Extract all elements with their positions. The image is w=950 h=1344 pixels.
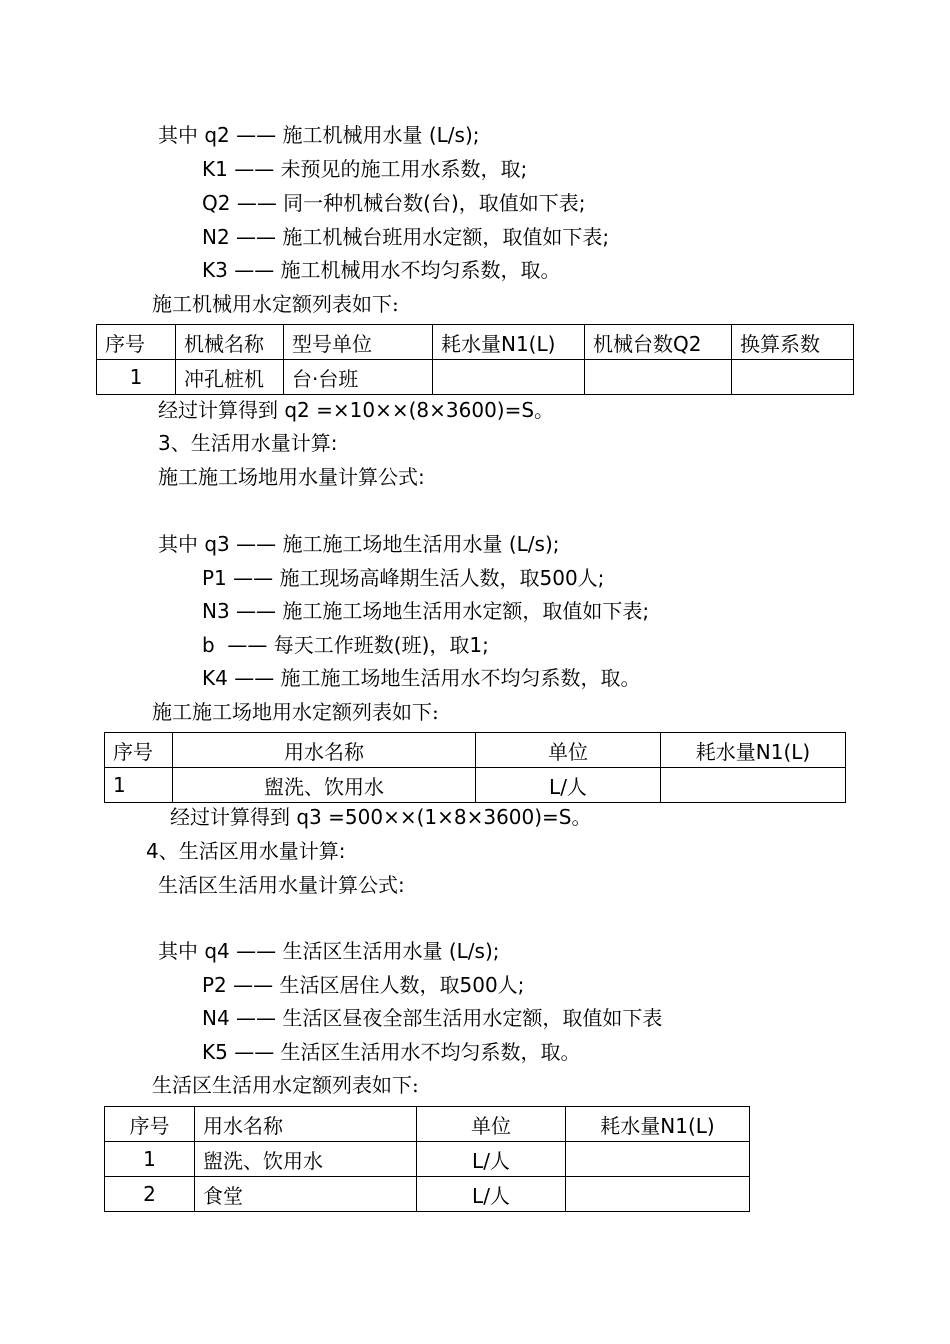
table-header-cell: 耗水量N1(L) [566,1107,750,1142]
section-heading: 4、生活区用水量计算: [146,839,346,863]
table-cell [433,360,585,395]
table-cell: 1 [105,1142,195,1177]
table-cell: 1 [97,360,176,395]
table-header-cell: 换算系数 [732,325,854,360]
definition-line: K1 —— 未预见的施工用水系数，取; [202,157,528,181]
table-header-cell: 用水名称 [173,733,476,768]
table-cell [732,360,854,395]
definition-line: K5 —— 生活区生活用水不均匀系数，取。 [202,1040,581,1064]
table-header-cell: 耗水量N1(L) [433,325,585,360]
living-water-table [104,1106,750,1212]
definition-line: b —— 每天工作班数(班)，取1; [202,633,489,657]
definition-line: Q2 —— 同一种机械台数(台)，取值如下表; [202,191,586,215]
table-cell: L/人 [476,768,661,803]
table-row [97,360,854,395]
table-row [105,768,846,803]
table-cell: L/人 [417,1142,566,1177]
table-cell: 台·台班 [284,360,433,395]
section-heading: 3、生活用水量计算: [158,431,338,455]
table-header-cell: 用水名称 [195,1107,417,1142]
definition-line: K3 —— 施工机械用水不均匀系数，取。 [202,258,561,282]
table-cell: 冲孔桩机 [176,360,284,395]
formula-label: 施工施工场地用水量计算公式: [158,465,425,489]
table-cell [661,768,846,803]
definition-line: 其中 q4 —— 生活区生活用水量 (L/s); [158,939,500,963]
table-header-cell: 型号单位 [284,325,433,360]
table-caption: 施工机械用水定额列表如下: [152,292,399,316]
table-row [105,1177,750,1212]
table-header-cell: 序号 [105,1107,195,1142]
table-cell [566,1142,750,1177]
table-header-row [97,325,854,360]
definition-line: K4 —— 施工施工场地生活用水不均匀系数，取。 [202,666,641,690]
table-cell: 1 [105,768,173,803]
table-header-cell: 序号 [97,325,176,360]
table-cell: 2 [105,1177,195,1212]
site-water-table [104,732,846,803]
table-row [105,1142,750,1177]
definition-line: P2 —— 生活区居住人数，取500人; [202,973,525,997]
definition-line: N3 —— 施工施工场地生活用水定额，取值如下表; [202,599,650,623]
table-cell: 食堂 [195,1177,417,1212]
table-cell: 盥洗、饮用水 [195,1142,417,1177]
table-header-cell: 序号 [105,733,173,768]
definition-line: 其中 q3 —— 施工施工场地生活用水量 (L/s); [158,532,560,556]
table-header-row [105,733,846,768]
table-header-cell: 单位 [417,1107,566,1142]
definition-line: P1 —— 施工现场高峰期生活人数，取500人; [202,566,605,590]
table-cell [585,360,732,395]
table-header-cell: 耗水量N1(L) [661,733,846,768]
table-caption: 施工施工场地用水定额列表如下: [152,700,439,724]
table-header-cell: 机械台数Q2 [585,325,732,360]
table-cell [566,1177,750,1212]
table-cell: L/人 [417,1177,566,1212]
table-header-cell: 机械名称 [176,325,284,360]
table-cell: 盥洗、饮用水 [173,768,476,803]
table-header-cell: 单位 [476,733,661,768]
definition-line: N2 —— 施工机械台班用水定额，取值如下表; [202,225,610,249]
calculation-result: 经过计算得到 q2 =×10××(8×3600)=S。 [158,398,555,422]
machinery-water-table [96,324,854,395]
definition-line: N4 —— 生活区昼夜全部生活用水定额，取值如下表 [202,1006,663,1030]
table-caption: 生活区生活用水定额列表如下: [152,1073,419,1097]
table-header-row [105,1107,750,1142]
calculation-result: 经过计算得到 q3 =500××(1×8×3600)=S。 [170,805,592,829]
formula-label: 生活区生活用水量计算公式: [158,873,405,897]
definition-line: 其中 q2 —— 施工机械用水量 (L/s); [158,123,480,147]
